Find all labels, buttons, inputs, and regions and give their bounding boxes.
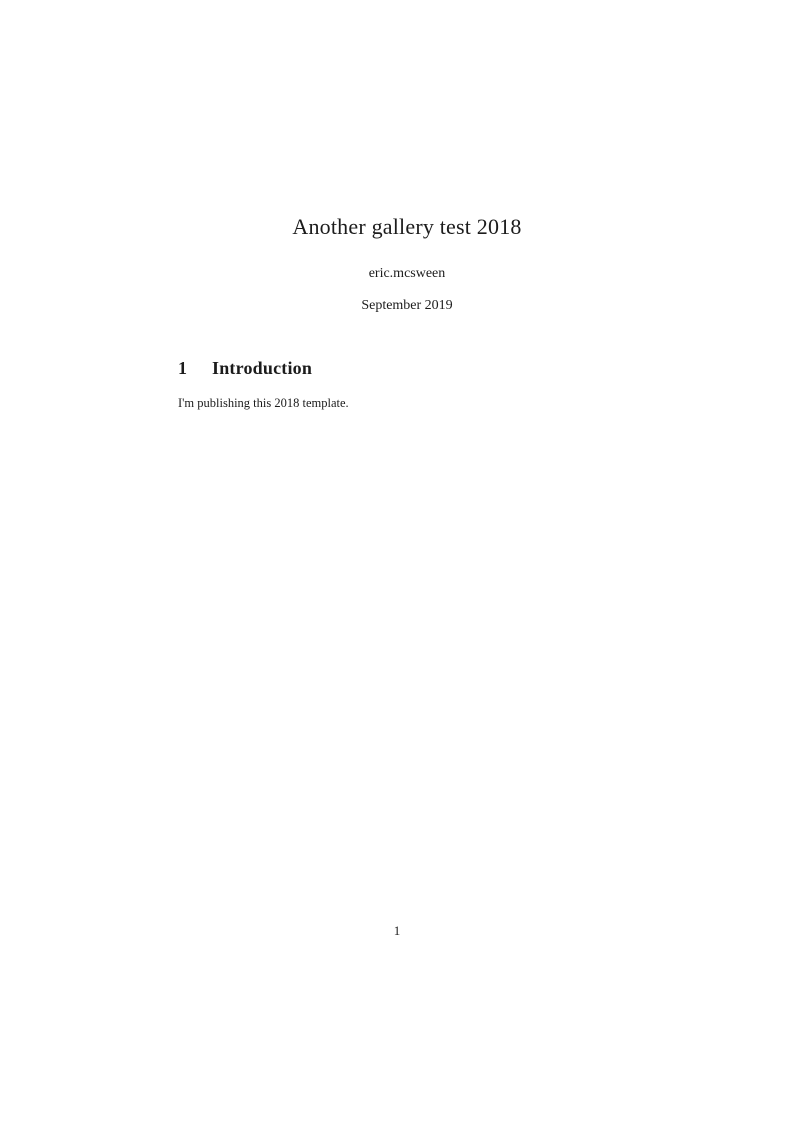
section-number: 1	[178, 358, 188, 378]
document-date: September 2019	[361, 298, 453, 313]
section-title: Introduction	[212, 358, 313, 378]
section-heading	[178, 358, 636, 379]
text-block	[178, 0, 636, 412]
page-number: 1	[393, 923, 401, 938]
document-author: eric.mcsween	[368, 266, 446, 281]
body-paragraph: I'm publishing this 2018 template.	[178, 396, 349, 410]
document-title: Another gallery test 2018	[292, 214, 522, 239]
